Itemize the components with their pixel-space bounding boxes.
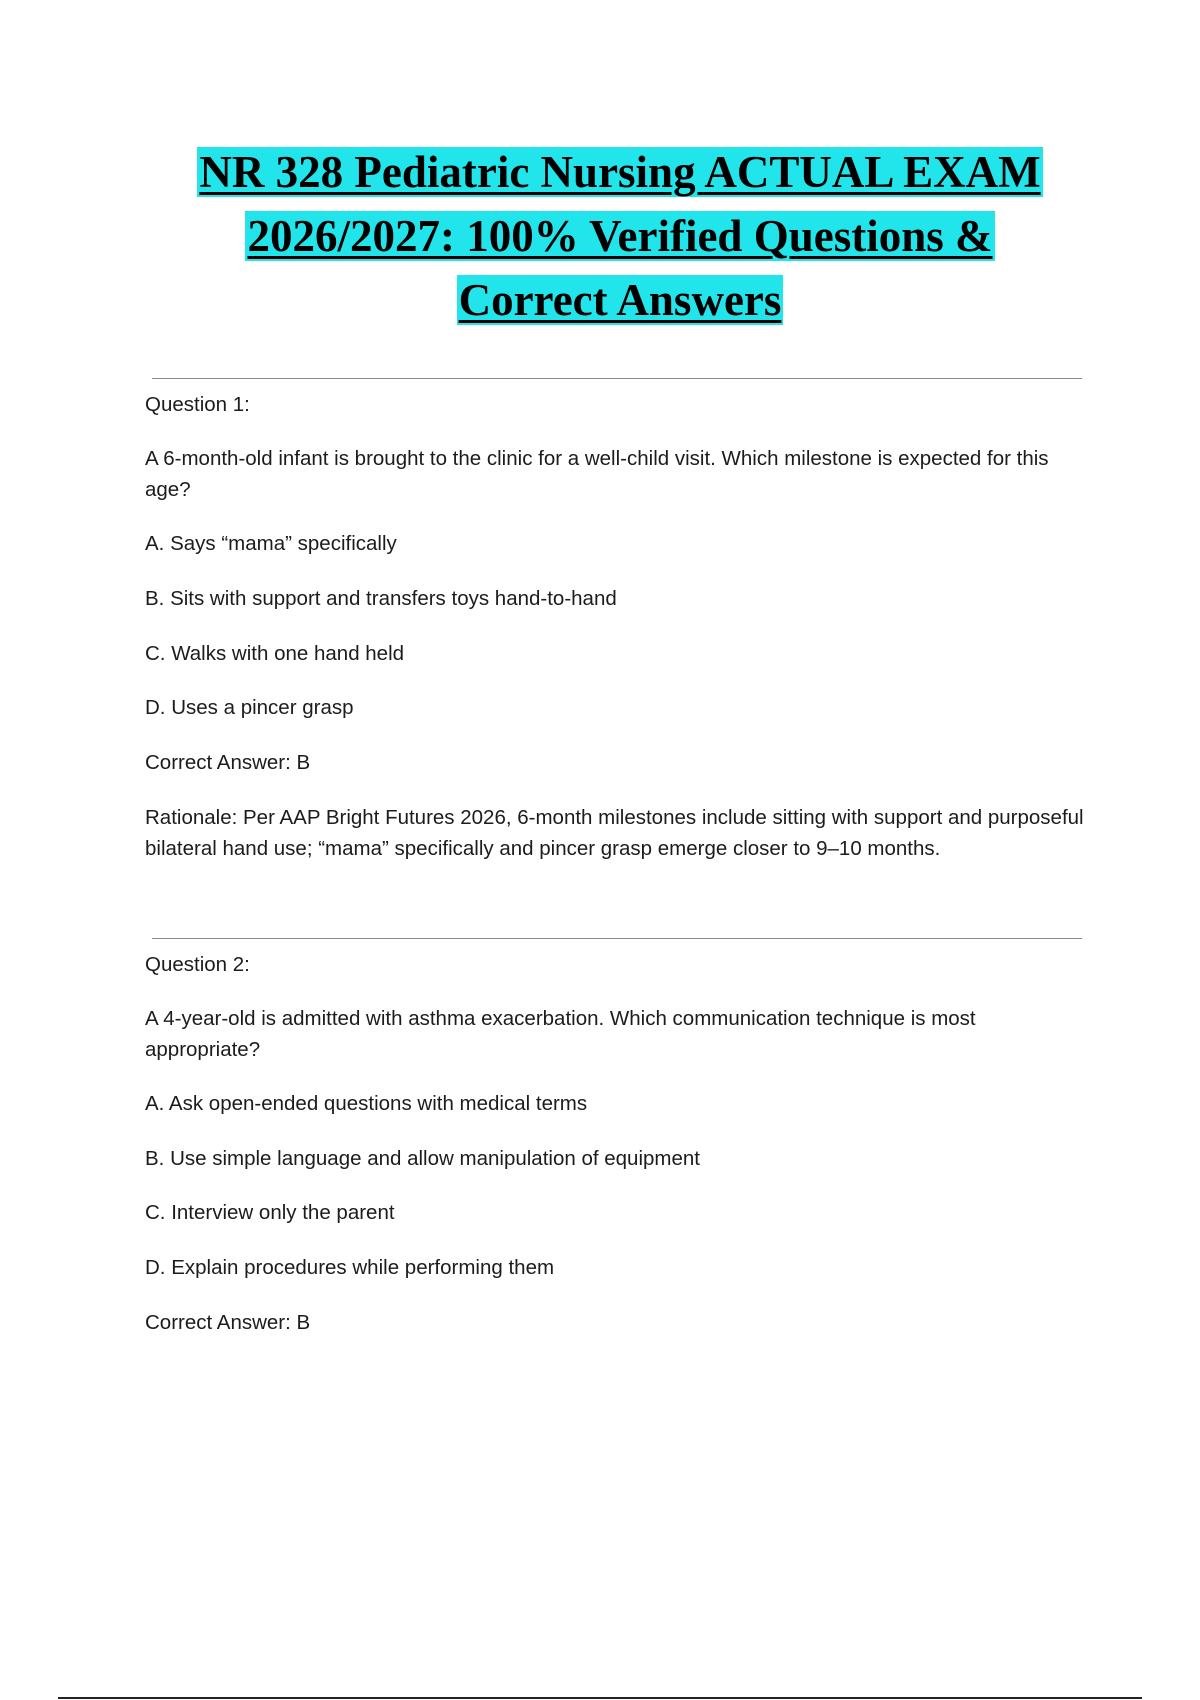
question-1-label: Question 1: (145, 393, 250, 416)
question-1-option-c: C. Walks with one hand held (145, 642, 405, 665)
question-1-answer: Correct Answer: B (145, 751, 311, 774)
question-2-option-d: D. Explain procedures while performing them (145, 1256, 555, 1279)
question-1-option-d: D. Uses a pincer grasp (145, 696, 354, 719)
title-line-3: Correct Answers (458, 275, 782, 325)
question-1-stem: A 6-month-old infant is brought to the clinic for a well-child visit. Which milestone is expected for this age? (145, 447, 1049, 501)
page-bottom-border (58, 1697, 1142, 1699)
title-line-1: NR 328 Pediatric Nursing ACTUAL EXAM (199, 147, 1041, 197)
question-2-option-a: A. Ask open-ended questions with medical terms (145, 1092, 588, 1115)
question-2-label: Question 2: (145, 953, 250, 976)
question-2-option-b: B. Use simple language and allow manipulation of equipment (145, 1147, 700, 1170)
question-2-answer: Correct Answer: B (145, 1311, 311, 1334)
question-1-option-a: A. Says “mama” specifically (145, 532, 397, 555)
question-1-option-b: B. Sits with support and transfers toys hand-to-hand (145, 587, 617, 610)
document-title (100, 140, 1140, 332)
question-2-option-c: C. Interview only the parent (145, 1201, 395, 1224)
section-divider (152, 378, 1082, 379)
question-1-rationale: Rationale: Per AAP Bright Futures 2026, 6-month milestones include sitting with support and purposeful bilateral hand use; “mama” specifically and pincer grasp emerge closer to 9–10 months. (145, 806, 1084, 860)
section-divider (152, 938, 1082, 939)
question-2-stem: A 4-year-old is admitted with asthma exacerbation. Which communication technique is most appropriate? (145, 1007, 976, 1061)
title-line-2: 2026/2027: 100% Verified Questions & (247, 211, 993, 261)
